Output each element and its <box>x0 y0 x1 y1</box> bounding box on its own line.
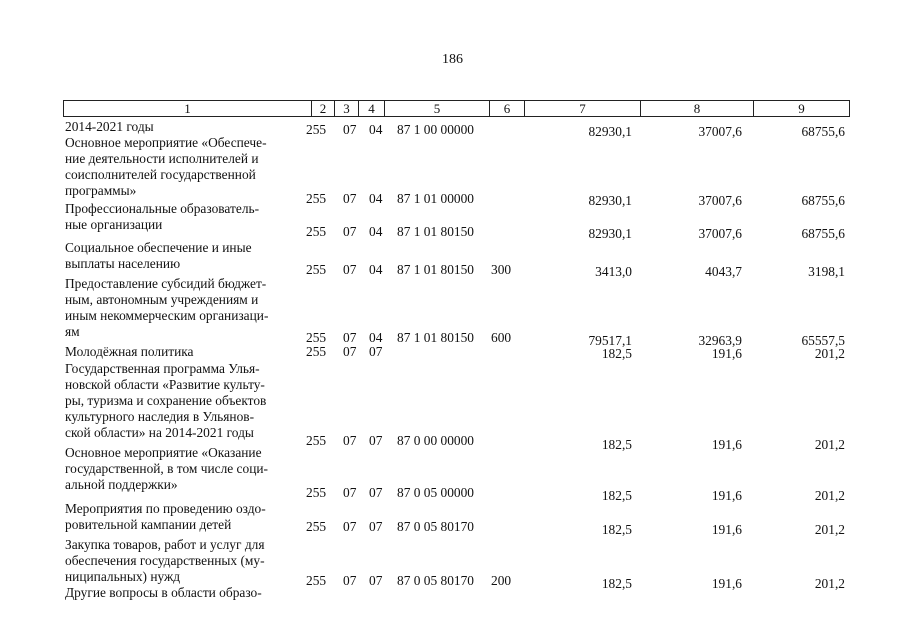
row-value-col-9: 3198,1 <box>808 264 845 279</box>
description-line: ниципальных) нужд <box>65 569 181 584</box>
row-value-col-7: 182,5 <box>601 488 632 503</box>
row-code-col-2: 255 <box>306 344 327 359</box>
row-code-col-3: 07 <box>343 344 357 359</box>
row-code-col-5: 87 0 00 00000 <box>397 433 474 448</box>
row-value-col-9: 68755,6 <box>801 226 845 241</box>
row-code-col-5: 87 1 01 00000 <box>397 191 474 206</box>
row-code-col-5: 87 1 01 80150 <box>397 330 474 345</box>
row-value-col-8: 37007,6 <box>698 124 742 139</box>
header-col-8: 8 <box>640 101 753 116</box>
header-col-7: 7 <box>524 101 640 116</box>
row-value-col-9: 68755,6 <box>801 124 845 139</box>
row-code-col-2: 255 <box>306 262 327 277</box>
description-line: 2014-2021 годы <box>65 119 154 134</box>
description-line: Основное мероприятие «Обеспече- <box>65 135 267 150</box>
row-code-col-5: 87 1 00 00000 <box>397 122 474 137</box>
header-col-9: 9 <box>753 101 849 116</box>
page-number: 186 <box>442 52 463 67</box>
row-description <box>65 201 293 233</box>
description-line: Основное мероприятие «Оказание <box>65 445 262 460</box>
row-value-col-8: 4043,7 <box>705 264 742 279</box>
row-code-col-3: 07 <box>343 191 357 206</box>
row-code-col-2: 255 <box>306 122 327 137</box>
row-value-col-7: 3413,0 <box>595 264 632 279</box>
row-code-col-5: 87 0 05 80170 <box>397 573 474 588</box>
description-line: государственной, в том числе соци- <box>65 461 268 476</box>
description-line: новской области «Развитие культу- <box>65 377 265 392</box>
row-value-col-9: 201,2 <box>814 576 845 591</box>
row-code-col-5: 87 1 01 80150 <box>397 224 474 239</box>
row-code-col-6: 600 <box>491 330 512 345</box>
row-code-col-4: 07 <box>369 433 383 448</box>
row-code-col-2: 255 <box>306 573 327 588</box>
row-value-col-7: 182,5 <box>601 346 632 361</box>
row-value-col-8: 37007,6 <box>698 226 742 241</box>
row-description <box>65 344 293 360</box>
row-value-col-7: 182,5 <box>601 576 632 591</box>
row-code-col-3: 07 <box>343 262 357 277</box>
row-code-col-3: 07 <box>343 485 357 500</box>
row-description <box>65 445 293 493</box>
row-code-col-2: 255 <box>306 330 327 345</box>
description-line: Государственная программа Улья- <box>65 361 260 376</box>
description-line: ры, туризма и сохранение объектов <box>65 393 267 408</box>
row-value-col-9: 201,2 <box>814 346 845 361</box>
row-code-col-2: 255 <box>306 519 327 534</box>
row-code-col-3: 07 <box>343 224 357 239</box>
row-code-col-5: 87 1 01 80150 <box>397 262 474 277</box>
description-line: альной поддержки» <box>65 477 178 492</box>
description-line: ным, автономным учреждениям и <box>65 292 259 307</box>
row-code-col-3: 07 <box>343 573 357 588</box>
description-line: ровительной кампании детей <box>65 517 232 532</box>
row-code-col-3: 07 <box>343 433 357 448</box>
row-code-col-4: 07 <box>369 344 383 359</box>
row-value-col-8: 191,6 <box>711 346 742 361</box>
row-code-col-6: 200 <box>491 573 512 588</box>
description-line: программы» <box>65 183 137 198</box>
description-line: ные организации <box>65 217 163 232</box>
row-code-col-6: 300 <box>491 262 512 277</box>
row-description <box>65 119 293 135</box>
row-code-col-2: 255 <box>306 433 327 448</box>
header-col-3: 3 <box>334 101 358 116</box>
row-code-col-2: 255 <box>306 224 327 239</box>
row-code-col-3: 07 <box>343 330 357 345</box>
description-line: Социальное обеспечение и иные <box>65 240 252 255</box>
header-col-5: 5 <box>384 101 489 116</box>
header-col-6: 6 <box>489 101 524 116</box>
row-value-col-7: 82930,1 <box>588 193 632 208</box>
row-code-col-4: 07 <box>369 485 383 500</box>
description-line: Закупка товаров, работ и услуг для <box>65 537 265 552</box>
row-value-col-9: 201,2 <box>814 437 845 452</box>
row-code-col-5: 87 0 05 00000 <box>397 485 474 500</box>
description-line: Молодёжная политика <box>65 344 194 359</box>
row-description <box>65 240 293 272</box>
row-value-col-8: 191,6 <box>711 488 742 503</box>
description-line: обеспечения государственных (му- <box>65 553 265 568</box>
row-description <box>65 537 293 585</box>
description-line: соисполнителей государственной <box>65 167 256 182</box>
row-value-col-7: 182,5 <box>601 522 632 537</box>
row-value-col-8: 32963,9 <box>698 333 742 348</box>
row-code-col-3: 07 <box>343 122 357 137</box>
row-code-col-4: 04 <box>369 122 383 137</box>
row-description <box>65 135 293 199</box>
row-value-col-8: 191,6 <box>711 437 742 452</box>
row-code-col-4: 04 <box>369 224 383 239</box>
row-description <box>65 585 293 601</box>
row-value-col-8: 191,6 <box>711 576 742 591</box>
row-code-col-2: 255 <box>306 191 327 206</box>
row-description <box>65 361 293 441</box>
row-code-col-4: 04 <box>369 330 383 345</box>
description-line: выплаты населению <box>65 256 181 271</box>
row-code-col-2: 255 <box>306 485 327 500</box>
description-line: иным некоммерческим организаци- <box>65 308 269 323</box>
row-code-col-4: 04 <box>369 191 383 206</box>
row-value-col-9: 201,2 <box>814 488 845 503</box>
header-col-2: 2 <box>311 101 334 116</box>
row-description <box>65 501 293 533</box>
description-line: Другие вопросы в области образо- <box>65 585 262 600</box>
description-line: Профессиональные образователь- <box>65 201 260 216</box>
description-line: Предоставление субсидий бюджет- <box>65 276 267 291</box>
description-line: культурного наследия в Ульянов- <box>65 409 255 424</box>
row-value-col-9: 65557,5 <box>801 333 845 348</box>
row-code-col-5: 87 0 05 80170 <box>397 519 474 534</box>
row-code-col-4: 04 <box>369 262 383 277</box>
description-line: Мероприятия по проведению оздо- <box>65 501 266 516</box>
row-value-col-8: 37007,6 <box>698 193 742 208</box>
row-code-col-4: 07 <box>369 573 383 588</box>
row-value-col-7: 82930,1 <box>588 124 632 139</box>
header-col-4: 4 <box>358 101 384 116</box>
row-code-col-3: 07 <box>343 519 357 534</box>
row-value-col-7: 182,5 <box>601 437 632 452</box>
row-value-col-7: 79517,1 <box>588 333 632 348</box>
row-value-col-9: 68755,6 <box>801 193 845 208</box>
description-line: ям <box>65 324 80 339</box>
row-code-col-4: 07 <box>369 519 383 534</box>
row-description <box>65 276 293 340</box>
description-line: ской области» на 2014-2021 годы <box>65 425 254 440</box>
row-value-col-9: 201,2 <box>814 522 845 537</box>
description-line: ние деятельности исполнителей и <box>65 151 259 166</box>
row-value-col-7: 82930,1 <box>588 226 632 241</box>
header-col-1: 1 <box>184 101 191 116</box>
row-value-col-8: 191,6 <box>711 522 742 537</box>
